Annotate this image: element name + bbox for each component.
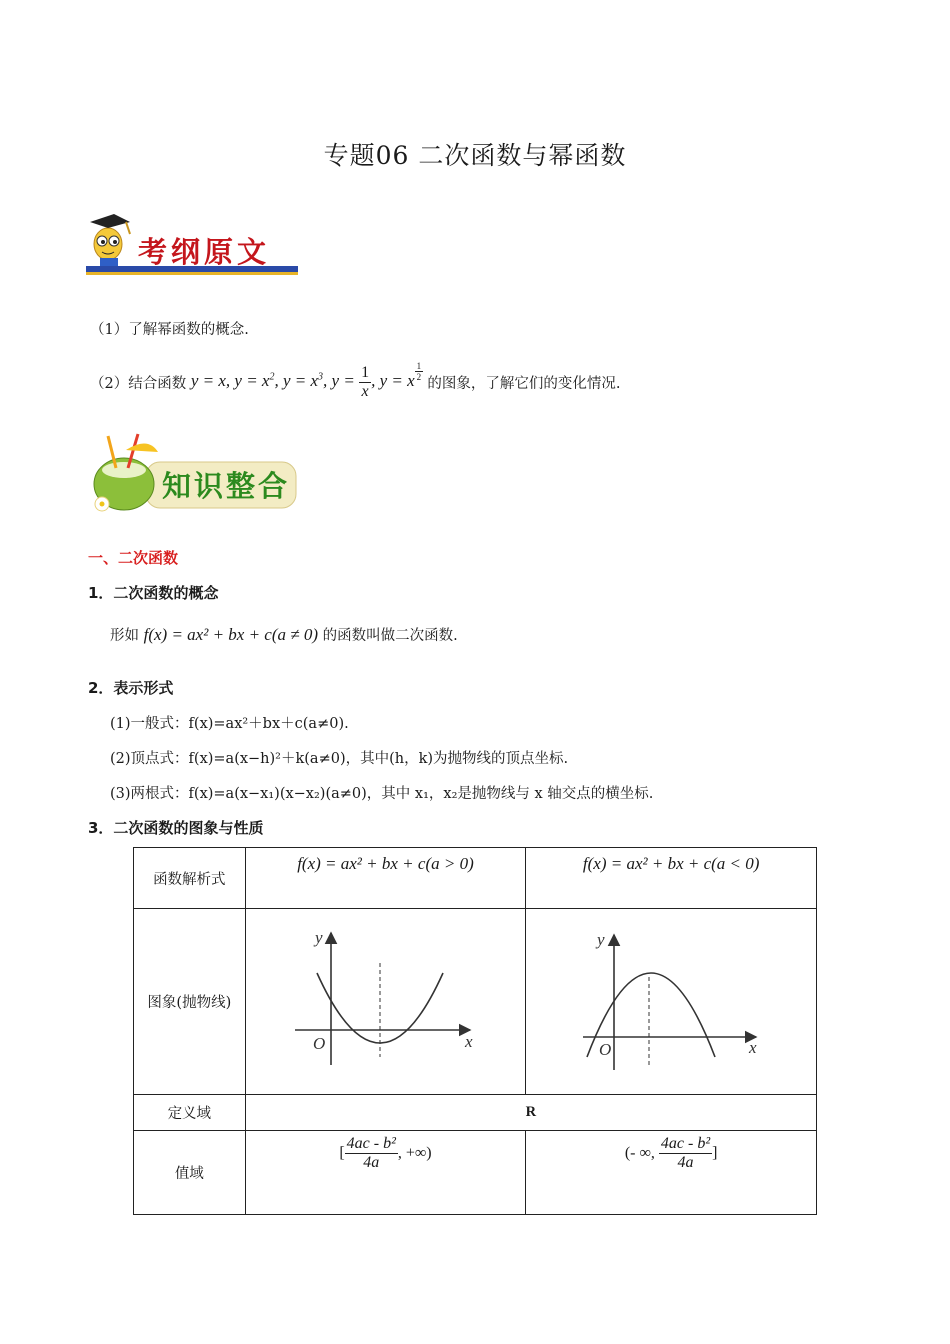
range-a-negative: (- ∞, $\frac{\text{4ac - b²}}{4a}$ ] bbox=[526, 1131, 817, 1215]
row-label-range: 值域 bbox=[134, 1131, 246, 1215]
page-title: 专题06 二次函数与幂函数 bbox=[323, 141, 627, 170]
outline-item-2-prefix: （2）结合函数 bbox=[90, 376, 187, 392]
form-general: (1)一般式：f(x)=ax²＋bx＋c(a≠0). bbox=[110, 716, 349, 732]
upward-parabola-graph bbox=[285, 925, 485, 1075]
table-row-formula bbox=[134, 848, 817, 909]
x-axis-label: x bbox=[749, 1037, 757, 1057]
row-label-graph: 图象(抛物线) bbox=[134, 909, 246, 1095]
outline-banner-text: 考纲原文 bbox=[138, 235, 271, 269]
function-list-formula: y = x, $y = x^2$, $y = x^3$, y = $\frac{1}{x}$ , y = x $^{\frac{1}{2}}$ bbox=[190, 361, 422, 400]
concept-heading: 1．二次函数的概念 bbox=[88, 584, 219, 602]
formula-a-positive: f(x) = ax² + bx + c(a > 0) bbox=[245, 848, 526, 909]
row-label-domain: 定义域 bbox=[134, 1095, 246, 1131]
x-axis-label: x bbox=[465, 1031, 474, 1051]
outline-item-1: （1）了解幂函数的概念. bbox=[90, 322, 249, 338]
concept-formula: f(x) = ax² + bx + c(a ≠ 0) bbox=[143, 625, 319, 644]
concept-prefix: 形如 bbox=[110, 628, 139, 644]
outline-banner bbox=[86, 208, 300, 280]
concept-definition bbox=[110, 624, 458, 645]
row-label-formula: 函数解析式 bbox=[134, 848, 246, 909]
range-a-positive: [ $\frac{\text{4ac - b²}}{4a}$ , +∞) bbox=[245, 1131, 526, 1215]
section-heading-quadratic: 一、二次函数 bbox=[88, 549, 179, 567]
graph-a-negative bbox=[526, 909, 817, 1095]
knowledge-banner-text: 知识整合 bbox=[162, 469, 291, 503]
domain-value: R bbox=[245, 1095, 816, 1131]
form-vertex: (2)顶点式：f(x)=a(x−h)²＋k(a≠0)，其中(h，k)为抛物线的顶点坐标. bbox=[110, 751, 569, 767]
y-axis-label: y bbox=[597, 929, 605, 949]
form-roots: (3)两根式：f(x)=a(x−x₁)(x−x₂)(a≠0)，其中 x₁，x₂是抛物线与 x 轴交点的横坐标. bbox=[110, 786, 654, 802]
origin-label: O bbox=[599, 1039, 612, 1059]
concept-suffix: 的函数叫做二次函数. bbox=[322, 628, 458, 644]
knowledge-banner bbox=[88, 432, 304, 518]
formula-a-negative: f(x) = ax² + bx + c(a < 0) bbox=[526, 848, 817, 909]
graph-a-positive bbox=[245, 909, 526, 1095]
table-row-range bbox=[134, 1131, 817, 1215]
y-axis-label: y bbox=[315, 927, 324, 947]
outline-item-2-suffix: 的图象，了解它们的变化情况. bbox=[427, 376, 621, 392]
table-row-graph bbox=[134, 909, 817, 1095]
table-row-domain bbox=[134, 1095, 817, 1131]
properties-heading: 3．二次函数的图象与性质 bbox=[88, 819, 264, 837]
origin-label: O bbox=[313, 1033, 326, 1053]
downward-parabola-graph bbox=[571, 925, 771, 1075]
properties-table bbox=[133, 847, 817, 1215]
forms-heading: 2．表示形式 bbox=[88, 679, 174, 697]
outline-item-2 bbox=[90, 361, 621, 408]
